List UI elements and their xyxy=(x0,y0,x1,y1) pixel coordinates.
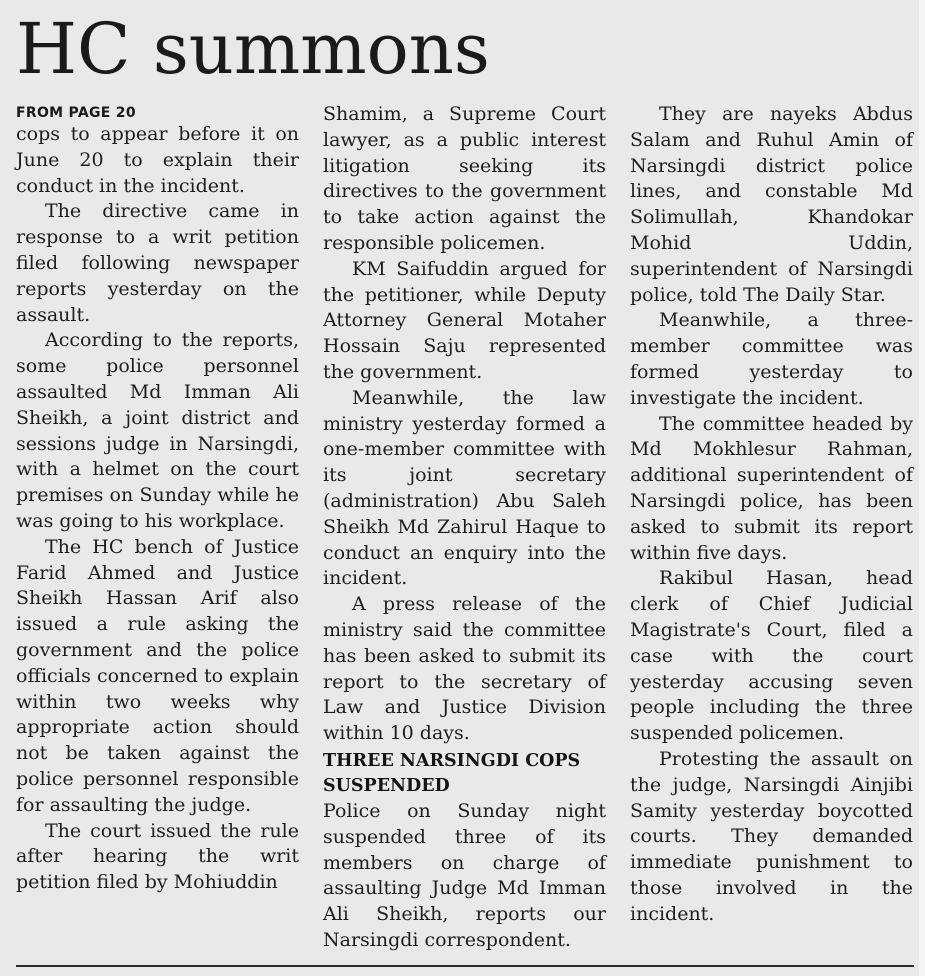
subheading: THREE NARSINGDI COPS SUSPENDED xyxy=(323,750,581,796)
paragraph: The court issued the rule after hearing the writ petition filed by Mohiuddin xyxy=(16,819,299,894)
paragraph: They are nayeks Abdus Salam and Ruhul Amin of Narsingdi district police lines, and constable Md Solimullah, Khandokar Mohid Uddin, superintendent of Narsingdi police, told The Daily Star. xyxy=(630,103,913,306)
article-column-2 xyxy=(323,102,606,954)
paragraph: The HC bench of Justice Farid Ahmed and Justice Sheikh Hassan Arif also issued a rule asking the government and the police officials concerned to explain within two weeks why appropriate action should not be taken against the police personnel responsible for assaulting the judge. xyxy=(16,535,299,816)
paragraph: The committee headed by Md Mokhlesur Rahman, additional superintendent of Narsingdi police, has been asked to submit its report within five days. xyxy=(630,412,913,564)
article-column-1 xyxy=(16,102,299,896)
paragraph: Meanwhile, the law ministry yesterday formed a one-member committee with its joint secretary (administration) Abu Saleh Sheikh Md Zahirul Haque to conduct an enquiry into the incident. xyxy=(323,386,606,590)
continuation-kicker: FROM PAGE 20 xyxy=(16,105,136,121)
paragraph: cops to appear before it on June 20 to explain their conduct in the incident. xyxy=(16,123,299,197)
paragraph: Police on Sunday night suspended three of its members on charge of assaulting Judge Md Imman Ali Sheikh, reports our Narsingdi correspondent. xyxy=(323,799,606,951)
paragraph: The directive came in response to a writ petition filed following newspaper reports yesterday on the assault. xyxy=(16,200,299,326)
paragraph: Protesting the assault on the judge, Narsingdi Ainjibi Samity yesterday boycotted courts. They demanded immediate punishment to those involved in the incident. xyxy=(630,747,913,925)
paragraph: Meanwhile, a three-member committee was formed yesterday to investigate the incident. xyxy=(630,309,913,409)
paragraph: A press release of the ministry said the committee has been asked to submit its report to the secretary of Law and Justice Division within 10 days. xyxy=(323,593,606,745)
paragraph: Rakibul Hasan, head clerk of Chief Judicial Magistrate's Court, filed a case with the court yesterday accusing seven people including the three suspended policemen. xyxy=(630,567,913,745)
article-column-3 xyxy=(630,102,913,928)
paragraph: Shamim, a Supreme Court lawyer, as a public interest litigation seeking its directives to the government to take action against the responsible policemen. xyxy=(323,103,606,254)
bottom-rule xyxy=(16,965,914,967)
paragraph: KM Saifuddin argued for the petitioner, while Deputy Attorney General Motaher Hossain Saju represented the government. xyxy=(323,257,606,383)
headline: HC summons xyxy=(16,8,490,90)
paragraph: According to the reports, some police personnel assaulted Md Imman Ali Sheikh, a joint district and sessions judge in Narsingdi, with a helmet on the court premises on Sunday while he was going to his workplace. xyxy=(16,329,299,532)
